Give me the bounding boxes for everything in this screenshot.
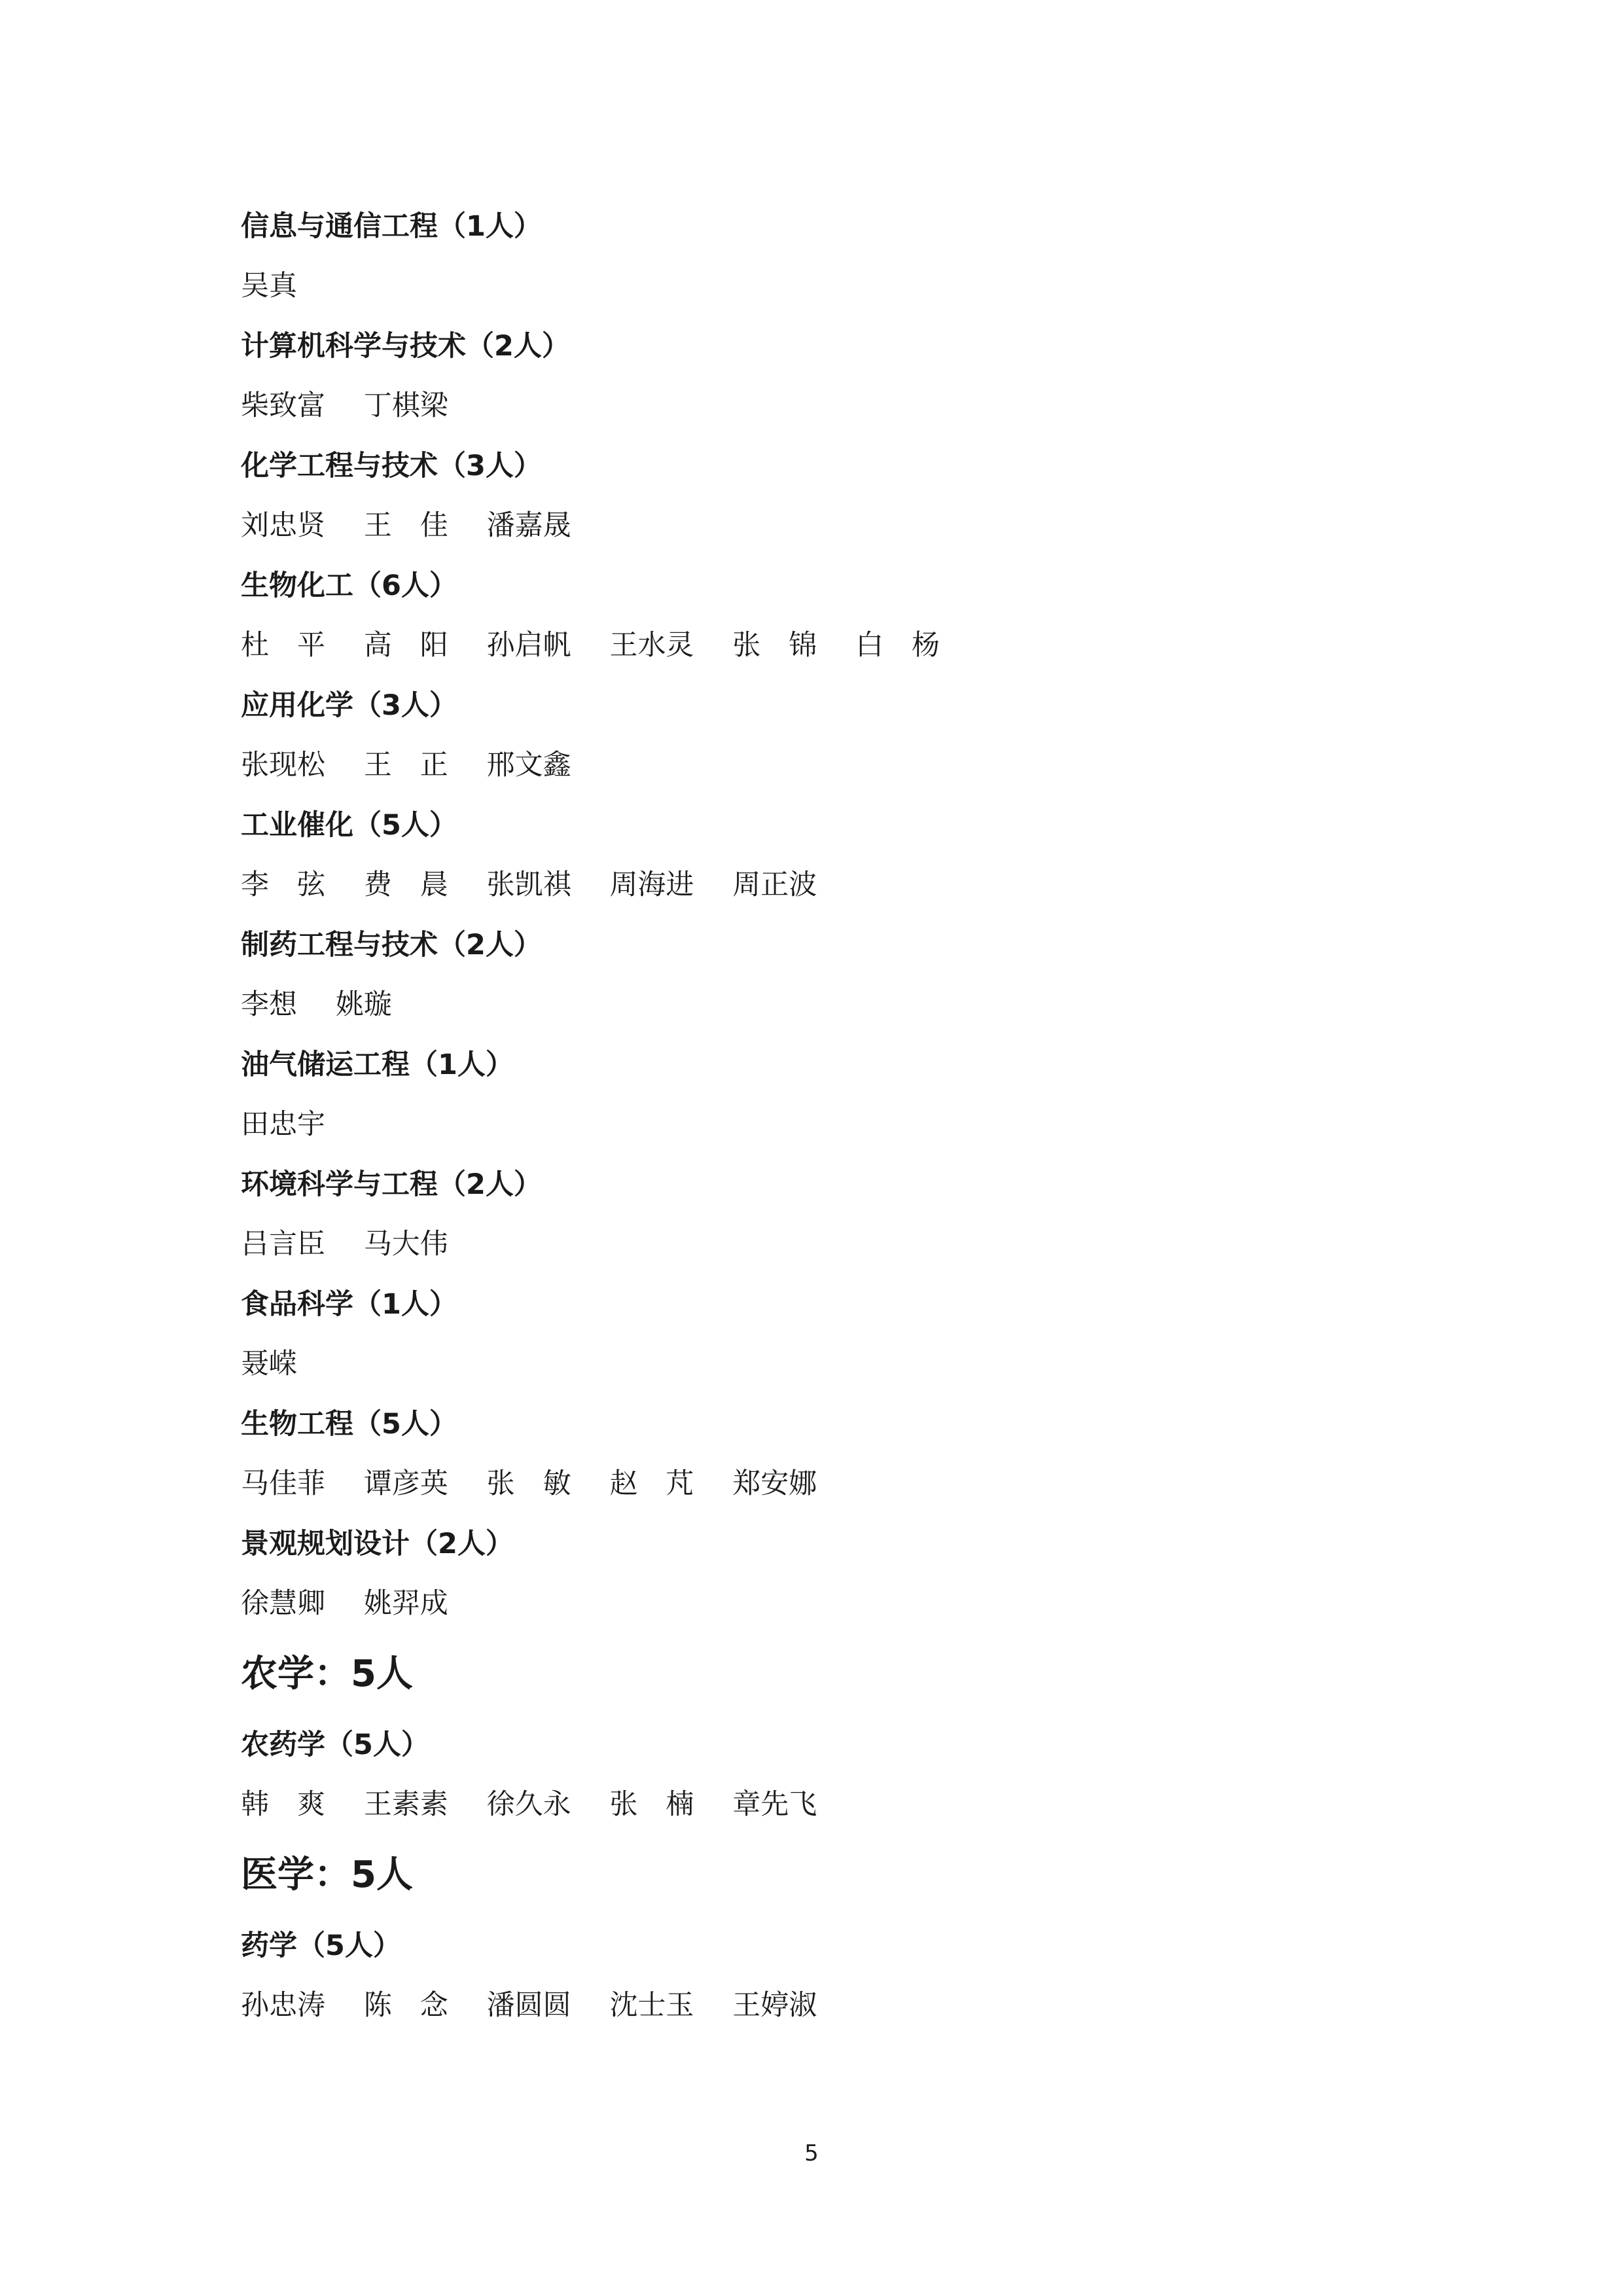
person-name: 姚璇 <box>335 988 392 1021</box>
person-name: 孙启帆 <box>486 629 571 662</box>
name-row <box>241 257 1419 316</box>
major-heading: 食品科学（1人） <box>241 1288 457 1321</box>
person-name: 张 锦 <box>732 629 817 662</box>
person-name: 刘忠贤 <box>241 509 325 542</box>
major-heading: 生物工程（5人） <box>241 1408 457 1441</box>
person-name: 田忠宇 <box>241 1108 325 1141</box>
major-heading: 计算机科学与技术（2人） <box>241 330 570 363</box>
major-heading: 工业催化（5人） <box>241 809 457 842</box>
person-name: 王婷淑 <box>732 1989 817 2022</box>
person-name: 周正波 <box>732 869 817 901</box>
person-name: 王水灵 <box>609 629 694 662</box>
major-heading: 制药工程与技术（2人） <box>241 929 542 961</box>
person-name: 张 敏 <box>486 1467 571 1500</box>
person-name: 马佳菲 <box>241 1467 325 1500</box>
person-name: 韩 爽 <box>241 1788 325 1821</box>
person-name: 张凯祺 <box>486 869 571 901</box>
person-name: 潘圆圆 <box>486 1989 571 2022</box>
category-heading: 医学：5人 <box>241 1854 413 1896</box>
major-heading: 应用化学（3人） <box>241 689 457 722</box>
major-heading: 生物化工（6人） <box>241 569 457 602</box>
major-heading: 药学（5人） <box>241 1929 401 1962</box>
name-row <box>241 376 1419 436</box>
person-name: 王素素 <box>363 1788 448 1821</box>
page-number: 5 <box>804 2140 819 2166</box>
major-heading: 信息与通信工程（1人） <box>241 210 542 243</box>
name-row <box>241 1335 1419 1394</box>
person-name: 杜 平 <box>241 629 325 662</box>
name-row <box>241 1574 1419 1634</box>
person-name: 费 晨 <box>363 869 448 901</box>
person-name: 柴致富 <box>241 389 325 422</box>
name-row <box>241 1215 1419 1274</box>
major-heading: 环境科学与工程（2人） <box>241 1168 542 1201</box>
person-name: 周海进 <box>609 869 694 901</box>
person-name: 张现松 <box>241 749 325 781</box>
person-name: 王 正 <box>363 749 448 781</box>
name-row <box>241 855 1419 915</box>
person-name: 郑安娜 <box>732 1467 817 1500</box>
category-heading: 农学：5人 <box>241 1653 413 1695</box>
person-name: 吴真 <box>241 270 297 302</box>
person-name: 张 楠 <box>609 1788 694 1821</box>
major-heading: 景观规划设计（2人） <box>241 1528 514 1560</box>
person-name: 王 佳 <box>363 509 448 542</box>
name-row <box>241 616 1419 675</box>
name-row <box>241 496 1419 556</box>
person-name: 马大伟 <box>363 1228 448 1261</box>
person-name: 谭彦英 <box>363 1467 448 1500</box>
person-name: 李 弦 <box>241 869 325 901</box>
person-name: 章先飞 <box>732 1788 817 1821</box>
name-row <box>241 1095 1419 1155</box>
name-row <box>241 1976 1419 2036</box>
name-row <box>241 1775 1419 1835</box>
person-name: 高 阳 <box>363 629 448 662</box>
person-name: 聂嵘 <box>241 1348 297 1380</box>
person-name: 潘嘉晟 <box>486 509 571 542</box>
person-name: 徐久永 <box>486 1788 571 1821</box>
person-name: 白 杨 <box>855 629 940 662</box>
person-name: 丁棋梁 <box>363 389 448 422</box>
person-name: 姚羿成 <box>363 1587 448 1620</box>
major-heading: 化学工程与技术（3人） <box>241 450 542 482</box>
page-content <box>241 196 1419 2036</box>
major-heading: 农药学（5人） <box>241 1729 429 1761</box>
person-name: 邢文鑫 <box>486 749 571 781</box>
person-name: 徐慧卿 <box>241 1587 325 1620</box>
major-heading: 油气储运工程（1人） <box>241 1049 514 1081</box>
person-name: 沈士玉 <box>609 1989 694 2022</box>
person-name: 赵 芃 <box>609 1467 694 1500</box>
person-name: 孙忠涛 <box>241 1989 325 2022</box>
person-name: 吕言臣 <box>241 1228 325 1261</box>
person-name: 陈 念 <box>363 1989 448 2022</box>
name-row <box>241 1454 1419 1514</box>
person-name: 李想 <box>241 988 297 1021</box>
name-row <box>241 975 1419 1035</box>
name-row <box>241 736 1419 795</box>
